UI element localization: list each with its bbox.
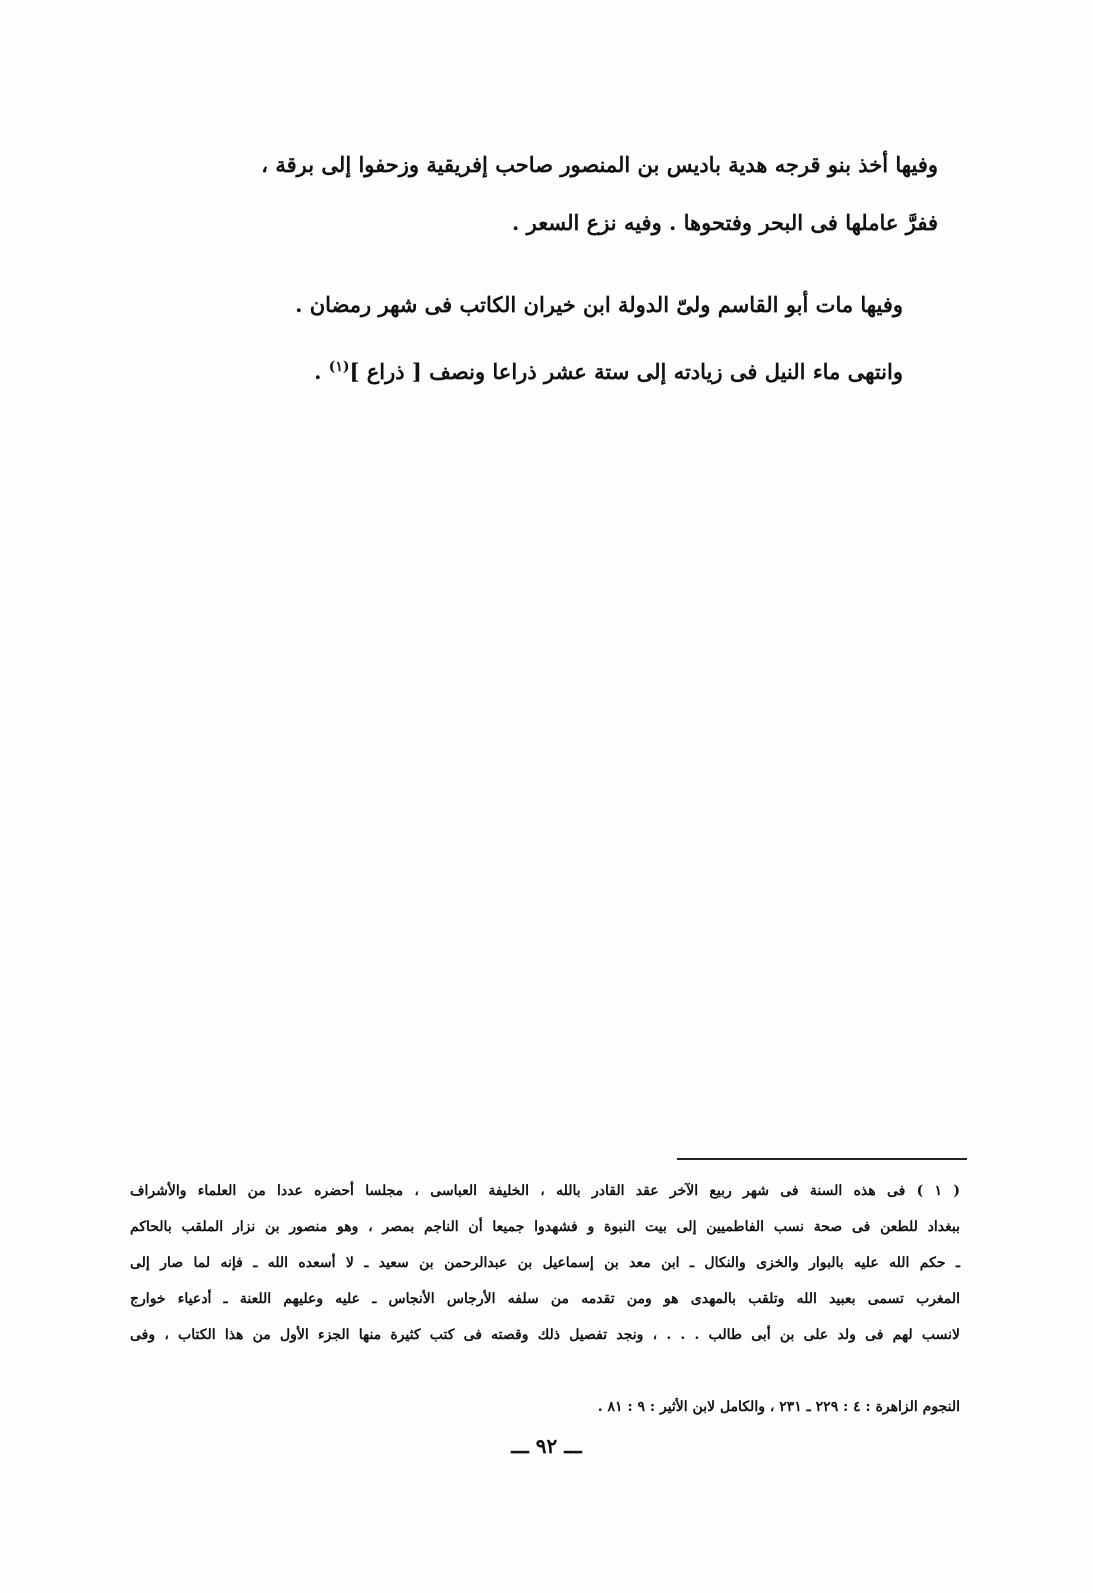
- footnote-line: لانسب لهم فى ولد على بن أبى طالب . . . ، ونجد تفصيل ذلك وقصته فى كتب كثيرة منها الجزء الأول من هذا الكتاب ، وفى: [130, 1327, 960, 1343]
- paragraph-3-text: وانتهى ماء النيل فى زيادته إلى ستة عشر ذراعا ونصف [ ذراع ]: [349, 359, 903, 384]
- paragraph-3-end: .: [314, 359, 329, 384]
- paragraph-2: وفيها مات أبو القاسم ولىّ الدولة ابن خيران الكاتب فى شهر رمضان .: [295, 292, 903, 317]
- footnote-line: المغرب تسمى بعبيد الله وتلقب بالمهدى هو ومن تقدمه من سلفه الأرجاس الأنجاس ـ عليه وعليهم اللعنة ـ أدعياء خوارج: [130, 1291, 960, 1307]
- page-number: ـــ ٩٢ ـــ: [511, 1434, 582, 1458]
- footnote-line: النجوم الزاهرة : ٤ : ٢٢٩ ـ ٢٣١ ، والكامل لابن الأثير : ٩ : ٨١ .: [597, 1399, 960, 1415]
- footnote-reference: (١): [328, 359, 350, 375]
- footnote-line: ببغداد للطعن فى صحة نسب الفاطميين إلى بيت النبوة و فشهدوا جميعا أن الناجم بمصر ، وهو منصور بن نزار الملقب بالحاكم: [130, 1219, 960, 1235]
- paragraph-3: [314, 360, 903, 382]
- footnote-line: ( ١ ) فى هذه السنة فى شهر ربيع الآخر عقد القادر بالله ، الخليفة العباسى ، مجلسا أحضره عددا من العلماء والأشراف: [130, 1183, 961, 1199]
- footnote-separator: [677, 1158, 967, 1160]
- paragraph-1-line-2: ففرَّ عاملها فى البحر وفتحوها . وفيه نزع السعر .: [512, 210, 938, 235]
- footnote-line: ـ حكم الله عليه بالبوار والخزى والنكال ـ ابن معد بن إسماعيل بن عبدالرحمن بن سعيد ـ لا أسعده الله ـ فإنه لما صار إلى: [130, 1255, 960, 1271]
- paragraph-1-line-1: وفيها أخذ بنو قرجه هدية باديس بن المنصور صاحب إفريقية وزحفوا إلى برقة ،: [261, 152, 938, 177]
